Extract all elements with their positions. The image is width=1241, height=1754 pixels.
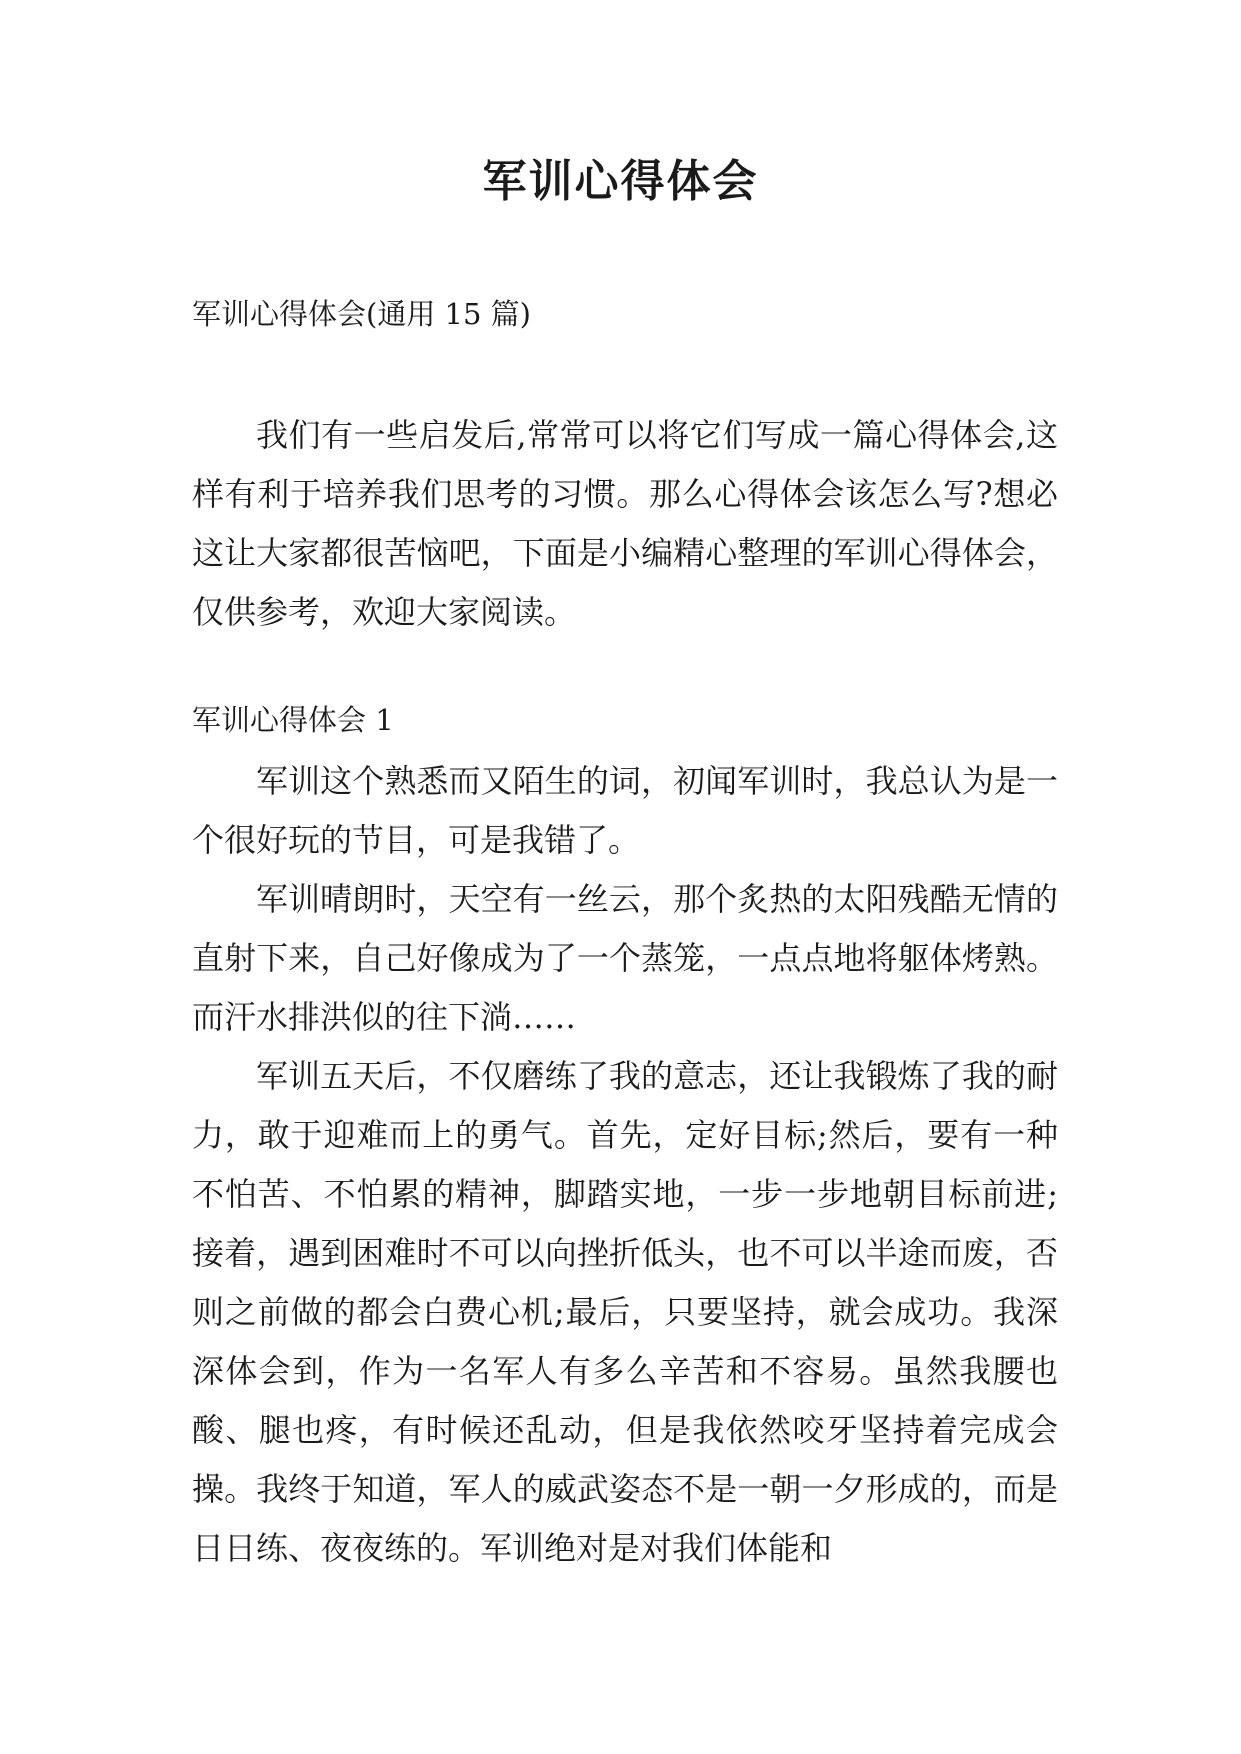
section-heading: 军训心得体会 1 — [192, 703, 394, 737]
body-paragraph-1: 军训这个熟悉而又陌生的词，初闻军训时，我总认为是一个很好玩的节目，可是我错了。 — [192, 762, 1058, 859]
body-paragraph-2: 军训晴朗时，天空有一丝云，那个炙热的太阳残酷无情的直射下来，自己好像成为了一个蒸笼，一点点地将躯体烤熟。而汗水排洪似的往下淌…… — [192, 880, 1058, 1036]
document-subtitle: 军训心得体会(通用 15 篇) — [192, 297, 531, 331]
body-paragraphs — [192, 752, 1058, 1578]
document-title: 军训心得体会 — [482, 156, 759, 207]
intro-paragraph: 我们有一些启发后,常常可以将它们写成一篇心得体会,这样有利于培养我们思考的习惯。那么心得体会该怎么写?想必这让大家都很苦恼吧，下面是小编精心整理的军训心得体会，仅供参考，欢迎大家阅读。 — [192, 416, 1058, 631]
body-paragraph-3: 军训五天后，不仅磨练了我的意志，还让我锻炼了我的耐力，敢于迎难而上的勇气。首先，定好目标;然后，要有一种不怕苦、不怕累的精神，脚踏实地，一步一步地朝目标前进;接着，遇到困难时不可以向挫折低头，也不可以半途而废，否则之前做的都会白费心机;最后，只要坚持，就会成功。我深深体会到，作为一名军人有多么辛苦和不容易。虽然我腰也酸、腿也疼，有时候还乱动，但是我依然咬牙坚持着完成会操。我终于知道，军人的威武姿态不是一朝一夕形成的，而是日日练、夜夜练的。军训绝对是对我们体能和 — [192, 1057, 1058, 1567]
